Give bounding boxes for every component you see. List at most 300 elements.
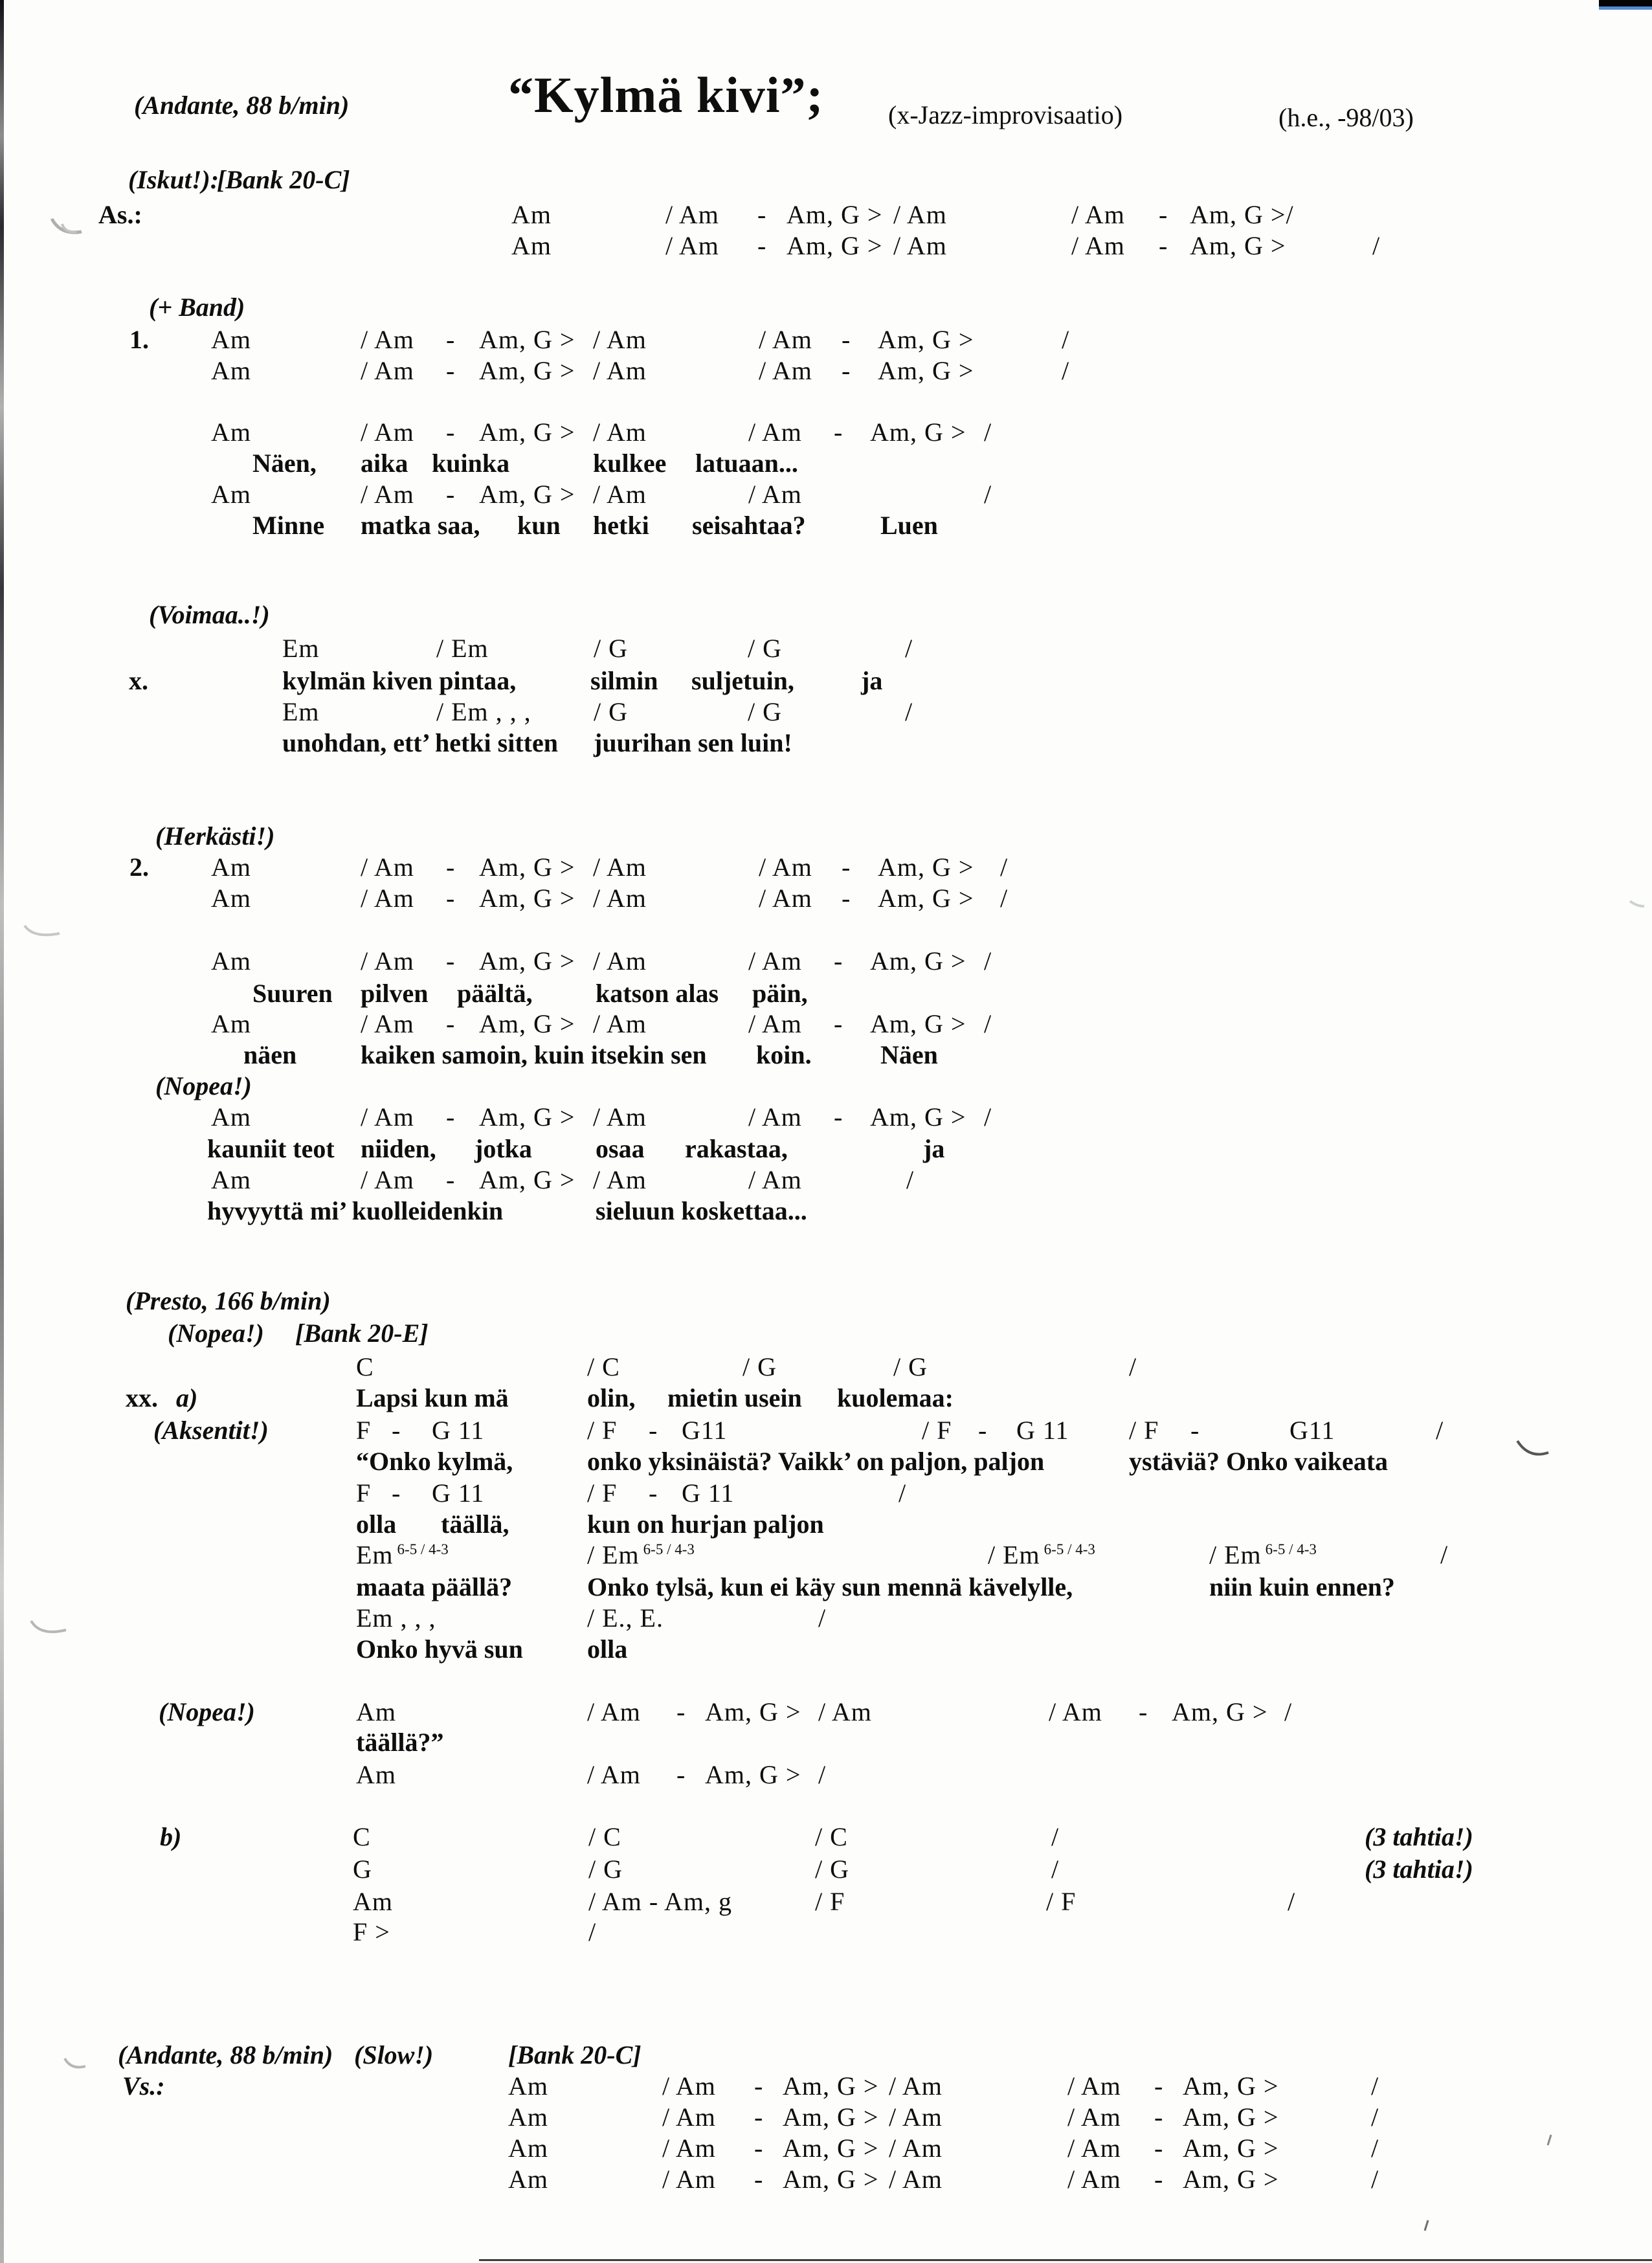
chord-symbol: / Am [748,1165,802,1194]
chord-symbol: / Am [593,946,647,975]
lyric-text: osaa [596,1134,645,1163]
bank-label: [Bank 20-E] [295,1319,429,1348]
chord-symbol: G11 [1289,1416,1335,1445]
chord-symbol: / Am [665,200,719,229]
chord-symbol: / Am [361,946,414,975]
lyric-text: pilven [361,979,429,1008]
chord-symbol: / Am [1071,231,1125,260]
chord-symbol: / Am [662,2071,716,2101]
chord-symbol: - [842,853,851,882]
chord-symbol: / Am [1067,2102,1121,2132]
chord-symbol: Am, G > [479,325,575,354]
lyric-text: Minne [252,511,325,540]
lyric-text: päältä, [457,979,533,1008]
chord-symbol: F [356,1416,372,1445]
chord-symbol: / Am - Am, g [588,1887,733,1916]
chord-symbol: Am, G > [479,480,575,509]
lyric-text: hetki [593,511,649,540]
chord-symbol: Am, G > [479,946,575,975]
chord-symbol: Am [511,231,552,260]
lyric-text: unohdan, ett’ hetki sitten [282,728,558,757]
chord-symbol: / Am [759,325,812,354]
chord-symbol: Am, G > [1183,2071,1279,2101]
chord-symbol: / Am [361,884,414,913]
chord-symbol: / [1440,1540,1449,1569]
chord-symbol: / [588,1917,597,1946]
chord-symbol: Am [211,1165,251,1194]
chord-symbol: - [834,946,843,975]
lyric-text: olin, [587,1383,636,1412]
chord-symbol: Am, G > [878,853,974,882]
chord-symbol: / Am [748,480,802,509]
chord-symbol: Am [211,325,251,354]
bank-label: [Bank 20-C] [508,2040,642,2069]
chord-symbol: Am, G > [783,2134,879,2163]
chord-symbol: / Am [587,1760,641,1789]
lyric-text: Luen [880,511,938,540]
lyric-text: täällä?” [356,1728,444,1757]
chord-symbol: Am, G > [479,853,575,882]
chord-symbol: Am, G > [1183,2134,1279,2163]
section-label: (Voimaa..!) [149,600,270,629]
chord-symbol: Em $^{6-5 / 4-3}$ [356,1540,449,1570]
chord-symbol: Am, G > [479,884,575,913]
section-label: (3 tahtia!) [1365,1822,1473,1851]
chord-symbol: / Am [665,231,719,260]
lyric-text: niiden, [361,1134,436,1163]
chord-symbol: / [1371,2102,1379,2132]
chord-symbol: / Am [889,2102,943,2132]
chord-symbol: / Am [748,418,802,447]
chord-symbol: Am [211,1102,251,1132]
chord-symbol: Am [211,480,251,509]
chord-symbol: - [1154,2071,1164,2101]
chord-symbol: G 11 [1016,1416,1069,1445]
lyric-text: maata päällä? [356,1572,513,1601]
section-label: (Nopea!) [168,1319,264,1348]
chord-symbol: / [1372,231,1381,260]
chord-symbol: / Am [759,884,812,913]
lyric-text: seisahtaa? [692,511,806,540]
chord-symbol: - [649,1416,658,1445]
lyric-text: Näen, [252,449,317,478]
chord-symbol: Am, G > [705,1697,801,1726]
pencil-check-mark [1630,901,1644,906]
section-label: (+ Band) [149,293,245,322]
lyric-text: juurihan sen luin! [594,728,792,757]
chord-symbol: / Am [593,1102,647,1132]
chord-symbol: C [353,1822,371,1851]
chord-symbol: / [899,1478,907,1508]
chord-symbol: Am, G > [787,200,883,229]
lyric-text: kaiken samoin, kuin itsekin sen [361,1040,707,1069]
chord-symbol: / Am [759,853,812,882]
chord-symbol: - [446,1102,456,1132]
chord-symbol: G 11 [432,1478,485,1508]
chord-symbol: / C [815,1822,848,1851]
tempo-marking: (Andante, 88 b/min) [134,91,350,120]
tempo-marking: (Andante, 88 b/min) [118,2040,333,2069]
chord-symbol: - [757,231,767,260]
chord-symbol: - [649,1478,658,1508]
header-annotation: (x-Jazz-improvisaatio) [888,100,1123,129]
chord-symbol: / F [587,1478,618,1508]
chord-symbol: / Am [1071,200,1125,229]
lyric-text: kauniit teot [207,1134,335,1163]
chord-symbol: Am [356,1697,396,1726]
chord-symbol: / Am [593,884,647,913]
chord-symbol: / [905,634,913,663]
chord-symbol: Am [508,2102,548,2132]
lyric-text: Onko tylsä, kun ei käy sun mennä kävelylle, [587,1572,1073,1601]
section-label: (Iskut!): [128,165,219,194]
lyric-text: olla [356,1510,397,1539]
chord-symbol: - [1154,2165,1164,2194]
page-title: “Kylmä kivi”; [508,67,824,123]
chord-symbol: / [1371,2165,1379,2194]
chord-symbol: / Am [1049,1697,1102,1726]
chord-symbol: / Am [361,1102,414,1132]
stray-mark [1425,2220,1428,2231]
chord-symbol: - [834,418,843,447]
chord-symbol: / [1436,1416,1444,1445]
chord-symbol: / [1062,325,1070,354]
lyric-text: rakastaa, [685,1134,788,1163]
lyric-text: ja [923,1134,945,1163]
chord-symbol: / Em , , , [436,697,531,726]
chord-symbol: - [446,418,456,447]
pencil-check-mark [31,1621,66,1632]
chord-symbol: / Am [593,1165,647,1194]
chord-symbol: / [818,1760,827,1789]
chord-symbol: / [984,418,992,447]
section-label: a) [176,1383,198,1412]
chord-symbol: - [757,200,767,229]
chord-symbol: / Em $^{6-5 / 4-3}$ [587,1540,695,1570]
chord-symbol: Am, G > [479,1102,575,1132]
chord-symbol: Am [508,2071,548,2101]
chord-symbol: / [906,1165,915,1194]
lyric-text: mietin usein [667,1383,802,1412]
chord-symbol: / Am [1067,2134,1121,2163]
chord-symbol: - [1159,231,1168,260]
chord-symbol: - [754,2071,764,2101]
chord-figure-superscript: 6-5 / 4-3 [397,1541,449,1557]
chord-symbol: Em [282,634,320,663]
chord-symbol: / F [587,1416,618,1445]
chord-symbol: Am, G > [783,2102,879,2132]
chord-symbol: / Am [593,480,647,509]
chord-symbol: / Am [593,418,647,447]
chord-symbol: / [984,1102,992,1132]
voice-label: Vs.: [122,2071,165,2101]
chord-symbol: Am, G > [870,418,966,447]
chord-symbol: Am, G >/ [1190,200,1294,229]
chord-symbol: Am [211,418,251,447]
chord-symbol: - [446,356,456,385]
chord-symbol: Am [211,1009,251,1038]
chord-symbol: / Am [361,480,414,509]
chord-symbol: Am, G > [479,1009,575,1038]
chord-symbol: / Am [593,325,647,354]
chord-symbol: / F [815,1887,845,1916]
chord-symbol: / [984,946,992,975]
chord-symbol: - [446,853,456,882]
chord-symbol: - [1190,1416,1200,1445]
chord-symbol: - [1139,1697,1148,1726]
chord-symbol: / F [1129,1416,1159,1445]
chord-symbol: - [842,325,851,354]
chord-symbol: / G [748,634,782,663]
lyric-text: onko yksinäistä? Vaikk’ on paljon, paljon [587,1447,1045,1476]
chord-symbol: - [446,480,456,509]
chord-symbol: / [1051,1855,1060,1884]
chord-symbol: / Am [593,853,647,882]
section-number: 1. [129,325,149,354]
chord-symbol: Am, G > [479,1165,575,1194]
lyric-text: näen [243,1040,297,1069]
lyric-text: hyvyyttä mi’ kuolleidenkin [207,1196,504,1225]
section-label: (3 tahtia!) [1365,1855,1473,1884]
chord-symbol: / Am [593,1009,647,1038]
lyric-text: matka saa, [361,511,480,540]
lyric-text: katson alas [596,979,719,1008]
chord-symbol: / [905,697,913,726]
chord-symbol: / [1371,2134,1379,2163]
lyric-text: kuolemaa: [837,1383,954,1412]
chord-symbol: Am, G > [870,946,966,975]
chord-symbol: Am, G > [787,231,883,260]
lyric-text: Lapsi kun mä [356,1383,509,1412]
lyric-text: ystäviä? Onko vaikeata [1129,1447,1389,1476]
lyric-text: päin, [752,979,808,1008]
section-label: (Nopea!) [155,1071,252,1100]
chord-symbol: / Am [889,2165,943,2194]
chord-symbol: F > [353,1917,390,1946]
chord-symbol: - [676,1760,686,1789]
chord-symbol: / [1288,1887,1296,1916]
chord-symbol: G11 [682,1416,728,1445]
lyric-text: Suuren [252,979,333,1008]
chord-symbol: Am, G > [870,1102,966,1132]
chord-symbol: / F [922,1416,952,1445]
chord-symbol: Am [511,200,552,229]
chord-symbol: - [1154,2102,1164,2132]
chord-symbol: / Am [893,200,947,229]
chord-symbol: Am, G > [870,1009,966,1038]
chord-symbol: / Am [361,418,414,447]
chord-symbol: / G [742,1352,777,1381]
chord-symbol: / [1371,2071,1379,2101]
chord-symbol: / [1000,853,1009,882]
chord-symbol: / [1284,1697,1293,1726]
lyric-text: silmin [590,666,658,695]
lyric-text: suljetuin, [691,666,794,695]
chord-symbol: - [446,325,456,354]
lyric-text: sieluun koskettaa... [596,1196,807,1225]
chord-symbol: Am, G > [878,884,974,913]
lyric-text: ja [861,666,883,695]
chord-symbol: C [356,1352,374,1381]
chord-symbol: Am, G > [783,2165,879,2194]
chord-symbol: - [676,1697,686,1726]
chord-symbol: - [1159,200,1168,229]
chord-symbol: Am, G > [1172,1697,1268,1726]
section-label: (Nopea!) [159,1697,255,1726]
chord-symbol: / Em [436,634,489,663]
chord-symbol: / Am [1067,2165,1121,2194]
chord-symbol: G 11 [432,1416,485,1445]
pencil-check-mark [1517,1441,1548,1455]
lyric-text: kun on hurjan paljon [587,1510,824,1539]
chord-symbol: / [984,480,992,509]
lyric-text: olla [587,1634,628,1664]
chord-symbol: Am, G > [705,1760,801,1789]
lyric-text: kuinka [432,449,510,478]
chord-symbol: - [446,1165,456,1194]
chord-symbol: Am [356,1760,396,1789]
chord-symbol: - [754,2134,764,2163]
stray-mark [1548,2135,1551,2145]
chord-symbol: Am, G > [878,356,974,385]
chord-symbol: / G [748,697,782,726]
section-number: 2. [129,853,149,882]
chord-symbol: / Am [662,2165,716,2194]
section-label: (Aksentit!) [153,1416,269,1445]
chord-symbol: / [1062,356,1070,385]
chord-symbol: - [754,2165,764,2194]
section-label: (Herkästi!) [155,821,275,851]
chord-symbol: - [392,1416,401,1445]
chord-symbol: - [446,1009,456,1038]
chord-symbol: / G [594,697,628,726]
chord-symbol: / Am [662,2134,716,2163]
lyric-text: jotka [474,1134,532,1163]
chord-symbol: - [842,356,851,385]
chord-symbol: / Am [748,946,802,975]
chord-symbol: / Am [1067,2071,1121,2101]
chord-symbol: - [978,1416,988,1445]
lyric-text: Onko hyvä sun [356,1634,523,1664]
pencil-check-mark [65,2058,85,2068]
chord-symbol: / Am [818,1697,872,1726]
chord-symbol: / Am [759,356,812,385]
chord-symbol: / Am [587,1697,641,1726]
lyric-text: aika [361,449,408,478]
lyric-text: kulkee [593,449,667,478]
chord-symbol: - [834,1009,843,1038]
chord-symbol: / G [594,634,628,663]
chord-symbol: / Em $^{6-5 / 4-3}$ [1209,1540,1317,1570]
chord-symbol: Em [282,697,320,726]
chord-symbol: / G [815,1855,849,1884]
tempo-marking: (Slow!) [354,2040,434,2069]
chord-symbol: - [754,2102,764,2132]
chord-symbol: / [984,1009,992,1038]
chord-symbol: / Am [361,356,414,385]
chord-symbol: / [818,1603,827,1633]
chord-symbol: / Am [662,2102,716,2132]
chord-symbol: / E., E. [587,1603,664,1633]
chord-figure-superscript: 6-5 / 4-3 [643,1541,695,1557]
chord-symbol: / F [1046,1887,1077,1916]
chord-symbol: Am [211,946,251,975]
tempo-marking: (Presto, 166 b/min) [126,1286,331,1315]
section-number: xx. [126,1383,158,1412]
chord-symbol: - [834,1102,843,1132]
chord-symbol: Am [211,356,251,385]
lyric-text: täällä, [441,1510,509,1539]
chord-symbol: / Em $^{6-5 / 4-3}$ [988,1540,1095,1570]
chord-symbol: Am, G > [878,325,974,354]
chord-figure-superscript: 6-5 / 4-3 [1044,1541,1095,1557]
chord-symbol: Am [211,884,251,913]
chord-symbol: / Am [748,1009,802,1038]
chord-symbol: / C [588,1822,621,1851]
chord-symbol: G [353,1855,372,1884]
chord-symbol: - [842,884,851,913]
chord-symbol: Am [353,1887,393,1916]
header-annotation: (h.e., -98/03) [1278,103,1414,132]
chord-symbol: F [356,1478,372,1508]
chord-symbol: Am, G > [1183,2165,1279,2194]
chord-symbol: / C [587,1352,620,1381]
chord-symbol: - [392,1478,401,1508]
chord-symbol: Am [508,2134,548,2163]
chord-symbol: Am [211,853,251,882]
lyric-text: “Onko kylmä, [356,1447,513,1476]
lyric-text: kylmän kiven pintaa, [282,666,517,695]
lyric-text: Näen [880,1040,938,1069]
lyric-text: latuaan... [695,449,798,478]
chord-symbol: / G [588,1855,623,1884]
chord-symbol: Am, G > [783,2071,879,2101]
chord-symbol: / Am [361,325,414,354]
chord-symbol: / Am [361,853,414,882]
chord-symbol: G 11 [682,1478,735,1508]
lyric-text: kun [517,511,561,540]
chord-symbol: / Am [893,231,947,260]
chord-symbol: - [446,946,456,975]
chord-symbol: / [1000,884,1009,913]
chord-symbol: / Am [361,1165,414,1194]
section-number: x. [129,666,148,695]
chord-symbol: / Am [748,1102,802,1132]
chord-figure-superscript: 6-5 / 4-3 [1265,1541,1317,1557]
chord-symbol: / Am [361,1009,414,1038]
pencil-check-mark [25,926,60,935]
bank-label: [Bank 20-C] [217,165,350,194]
chord-symbol: / Am [889,2071,943,2101]
chord-symbol: / Am [889,2134,943,2163]
chord-symbol: Am, G > [479,356,575,385]
chord-symbol: / [1051,1822,1060,1851]
chord-symbol: - [446,884,456,913]
lyric-text: koin. [756,1040,812,1069]
chord-symbol: Am, G > [1190,231,1286,260]
chord-symbol: / [1129,1352,1137,1381]
chord-symbol: Am [508,2165,548,2194]
voice-label: As.: [98,200,142,229]
lyric-text: niin kuin ennen? [1209,1572,1395,1601]
chord-symbol: - [1154,2134,1164,2163]
chord-symbol: Am, G > [1183,2102,1279,2132]
chord-symbol: / Am [593,356,647,385]
chord-symbol: Em , , , [356,1603,436,1633]
chord-symbol: / G [893,1352,928,1381]
chord-symbol: Am, G > [479,418,575,447]
section-number: b) [160,1822,182,1851]
